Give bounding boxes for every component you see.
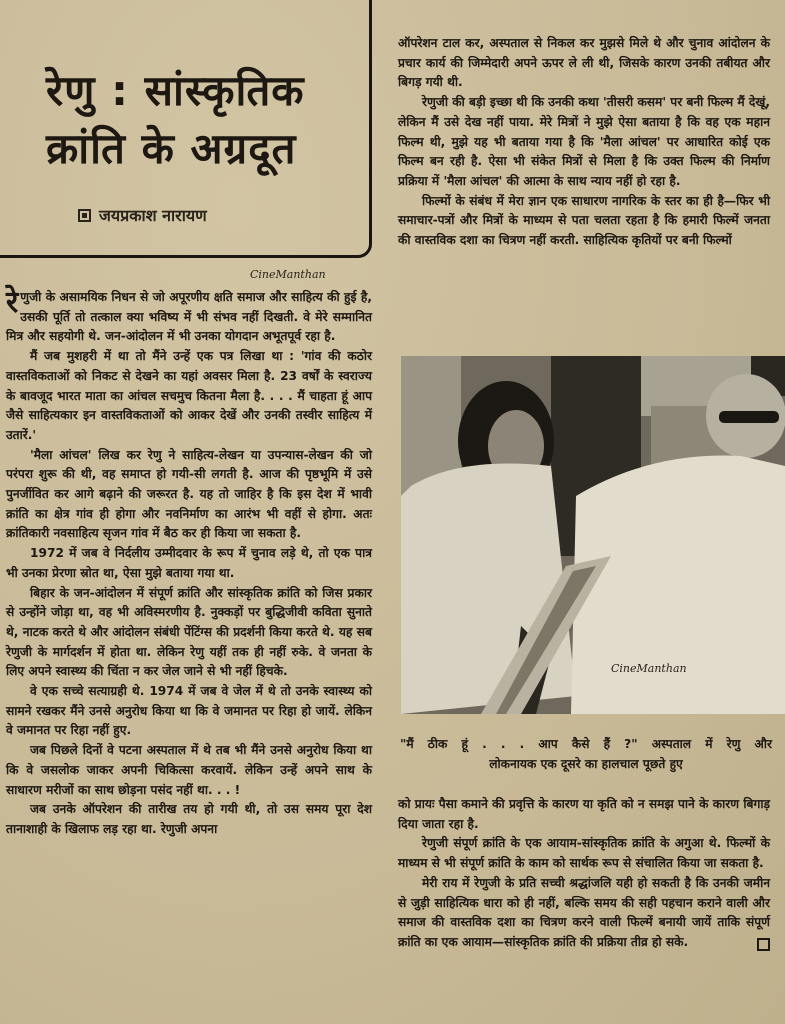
caption-line-1: "मैं ठीक हूं . . . आप कैसे हैं ?" अस्पताल में रेणु और <box>400 737 772 751</box>
paragraph: रेणुजी की बड़ी इच्छा थी कि उनकी कथा 'तीसरी कसम' पर बनी फिल्म मैं देखूं, लेकिन मैं उसे देख नहीं पाया. मेरे मित्रों ने मुझे ऐसा बताया है कि वह एक महान फिल्म थी, मुझे यह भी बताया गया है कि 'मैला आंचल' पर आधारित कोई एक फिल्म बन रही है. ऐसा भी संकेत मित्रों से मिला है कि उक्त फिल्म की निर्माण प्रक्रिया में 'मैला आंचल' की आत्मा के साथ न्याय नहीं हो रहा है. <box>398 95 770 188</box>
headline-line-1: रेणु : सांस्कृतिक <box>46 66 305 115</box>
paragraph: रेणुजी संपूर्ण क्रांति के एक आयाम-सांस्कृतिक क्रांति के अगुआ थे. फिल्मों के माध्यम से भी संपूर्ण क्रांति के काम को सार्थक रूप से संचालित किया जा सकता है. <box>398 836 770 871</box>
photo-caption <box>400 734 772 774</box>
paragraph: जब पिछले दिनों वे पटना अस्पताल में थे तब भी मैंने उनसे अनुरोध किया था कि वे जसलोक जाकर अपनी चिकित्सा करवायें. लेकिन उन्हें अपने साथ के साधारण मरीजों का साथ छोड़ना पसंद नहीं था. . . ! <box>6 743 372 797</box>
headline-line-2: क्रांति के अग्रदूत <box>46 124 297 173</box>
paragraph: वे एक सच्चे सत्याग्रही थे. 1974 में जब वे जेल में थे तो उनके स्वास्थ्य को सामने रखकर मैंने उनसे अनुरोध किया था कि वे जमानत पर रिहा हो जायें. लेकिन वे जमानत पर रिहा नहीं हुए. <box>6 684 372 738</box>
photo-renu-and-jp <box>401 356 785 714</box>
paragraph: मेरी राय में रेणुजी के प्रति सच्ची श्रद्धांजलि यही हो सकती है कि उनकी जमीन से जुड़ी साहित्यिक धारा को ही नहीं, बल्कि समय की सही पहचान कराने वाली और समाज की वास्तविक दशा का चित्रण करने वाली फिल्में बनायी जायें ताकि संपूर्ण क्रांति का एक आयाम—सांस्कृतिक क्रांति की प्रक्रिया तीव्र हो सके. <box>398 875 770 949</box>
bullet-square-icon <box>78 209 91 222</box>
drop-cap: रे <box>6 285 19 320</box>
photo-watermark: CineManthan <box>611 662 687 675</box>
paragraph: फिल्मों के संबंध में मेरा ज्ञान एक साधारण नागरिक के स्तर का ही है—फिर भी समाचार-पत्रों और मित्रों के माध्यम से पता चलता रहता है कि हमारी फिल्में जनता की वास्तविक दशा का चित्रण नहीं करती. साहित्यिक कृतियों पर बनी फिल्मों <box>398 193 770 248</box>
right-column-top <box>398 34 770 251</box>
caption-line-2: लोकनायक एक दूसरे का हालचाल पूछते हुए <box>489 757 683 771</box>
right-column-bottom <box>398 795 770 953</box>
paragraph: को प्रायः पैसा कमाने की प्रवृत्ति के कारण या कृति को न समझ पाने के कारण बिगाड़ दिया जाता रहा है. <box>398 797 770 831</box>
left-column <box>6 285 372 840</box>
paragraph: 'मैला आंचल' लिख कर रेणु ने साहित्य-लेखन या उपन्यास-लेखन की जो परंपरा शुरू की थी, वह समाप्त हो गयी-सी लगती है. आज की पृष्ठभूमि में उसे पुनर्जीवित कर आगे बढ़ाने की जरूरत है. यह तो जाहिर है कि इस देश में भावी क्रांति का क्षेत्र गांव ही होगा और नवनिर्माण का आरंभ भी वहीं से होगा. अतः क्रांतिकारी नवसाहित्य सृजन गांव में बैठ कर ही किया जा सकता है. <box>6 447 372 541</box>
byline <box>78 204 207 226</box>
headline <box>46 62 346 178</box>
photo-illustration <box>401 356 785 714</box>
paragraph: मैं जब मुशहरी में था तो मैंने उन्हें एक पत्र लिखा था : 'गांव की कठोर वास्तविकताओं को निकट से देखने का यहां अवसर मिला है. 23 वर्षों के स्वराज्य के बावजूद भारत माता का आंचल सचमुच कितना मैला है. . . . मैं चाहता हूं आप जैसे साहित्यकार इन वास्तविकताओं को आकर देखें और उनकी तस्वीर साहित्य में उतारें.' <box>6 349 372 442</box>
paragraph: ऑपरेशन टाल कर, अस्पताल से निकल कर मुझसे मिले थे और चुनाव आंदोलन के प्रचार कार्य की जिम्मेदारी अपने ऊपर ले ली थी, जिसके कारण उनकी तबीयत और बिगड़ गयी थी. <box>398 36 770 90</box>
paragraph: 1972 में जब वे निर्दलीय उम्मीदवार के रूप में चुनाव लड़े थे, तो एक पात्र भी उनका प्रेरणा स्रोत था, ऐसा मुझे बताया गया था. <box>6 546 372 580</box>
watermark: CineManthan <box>250 268 326 281</box>
paragraph: जब उनके ऑपरेशन की तारीख तय हो गयी थी, तो उस समय पूरा देश तानाशाही के खिलाफ लड़ रहा था. रेणुजी अपना <box>6 802 372 836</box>
paragraph: रेणुजी के असामयिक निधन से जो अपूरणीय क्षति समाज और साहित्य की हुई है, उसकी पूर्ति तो तत्काल क्या भविष्य में भी संभव नहीं दिखती. वे मेरे सम्मानित मित्र और सहयोगी थे. जन-आंदोलन में भी उनका योगदान अभूतपूर्व रहा है. <box>6 285 372 344</box>
paragraph: बिहार के जन-आंदोलन में संपूर्ण क्रांति और सांस्कृतिक क्रांति को जिस प्रकार से उन्होंने जोड़ा था, वह भी अविस्मरणीय है. नुक्कड़ों पर बुद्धिजीवी कविता सुनाते थे, नाटक करते थे और आंदोलन संबंधी पेंटिंग्स की प्रदर्शनी किया करते थे. यह सब रेणुजी के मार्गदर्शन में होता था. लेकिन रेणु यहीं तक ही नहीं रुके. वे जनता के लिए अपने स्वास्थ्य की चिंता न कर जेल जाने से भी नहीं हिचके. <box>6 585 372 679</box>
author-name: जयप्रकाश नारायण <box>99 206 207 225</box>
end-mark-icon <box>757 938 770 951</box>
